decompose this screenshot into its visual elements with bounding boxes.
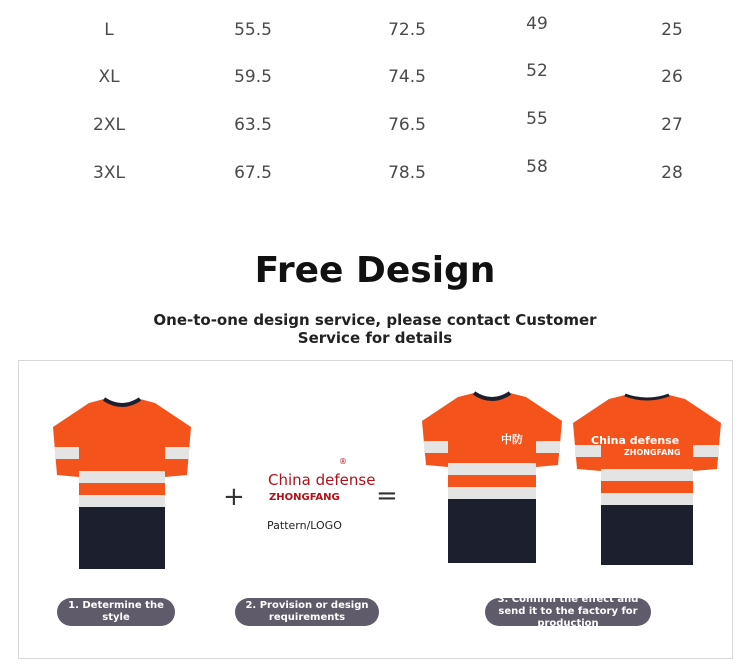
- table-cell: 49: [526, 14, 548, 34]
- step-1-badge: 1. Determine the style: [57, 598, 175, 626]
- back-tshirt-image: [569, 393, 725, 569]
- back-print-sub: ZHONGFANG: [624, 448, 681, 457]
- table-cell: 78.5: [388, 163, 426, 183]
- size-cell: 3XL: [93, 163, 125, 183]
- step-3-badge: 3. Confirm the effect and send it to the factory for production: [485, 598, 651, 626]
- table-cell: 72.5: [388, 20, 426, 40]
- size-cell: XL: [98, 67, 120, 87]
- equals-sign: =: [376, 481, 398, 511]
- design-process-panel: [18, 360, 733, 659]
- size-cell: 2XL: [93, 115, 125, 135]
- logo-main-text: China defense: [268, 471, 376, 489]
- table-cell: 52: [526, 61, 548, 81]
- table-row: [0, 157, 750, 203]
- plus-sign: +: [223, 482, 245, 512]
- table-cell: 55.5: [234, 20, 272, 40]
- logo-sub-text: ZHONGFANG: [269, 492, 340, 503]
- table-cell: 59.5: [234, 67, 272, 87]
- table-cell: 63.5: [234, 115, 272, 135]
- table-cell: 58: [526, 157, 548, 177]
- logo-caption: Pattern/LOGO: [267, 519, 342, 532]
- table-cell: 27: [661, 115, 683, 135]
- chest-logo: 中防: [501, 433, 523, 446]
- front-tshirt-image: [420, 391, 564, 567]
- table-cell: 76.5: [388, 115, 426, 135]
- table-cell: 28: [661, 163, 683, 183]
- table-row: [0, 109, 750, 155]
- table-cell: 25: [661, 20, 683, 40]
- plain-tshirt-image: [49, 397, 195, 573]
- section-subtitle: One-to-one design service, please contact Customer Service for details: [153, 311, 597, 347]
- section-title: Free Design: [254, 250, 496, 291]
- size-cell: L: [104, 20, 114, 40]
- table-cell: 26: [661, 67, 683, 87]
- table-row: [0, 14, 750, 60]
- step-2-badge: 2. Provision or design requirements: [235, 598, 379, 626]
- table-row: [0, 61, 750, 107]
- back-print-main: China defense: [591, 434, 680, 447]
- table-cell: 67.5: [234, 163, 272, 183]
- registered-mark: ®: [339, 457, 347, 466]
- table-cell: 55: [526, 109, 548, 129]
- table-cell: 74.5: [388, 67, 426, 87]
